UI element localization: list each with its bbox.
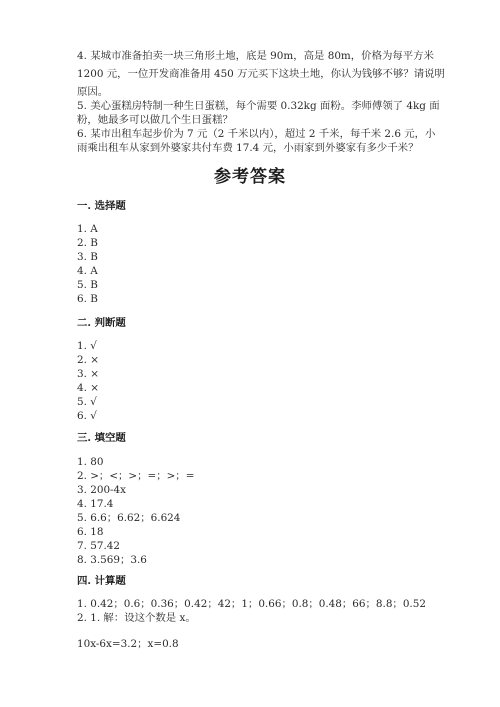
judge-answer: 5. √ <box>77 396 97 408</box>
fill-answer: 7. 57.42 <box>77 540 120 552</box>
judge-answer: 1. √ <box>77 340 97 352</box>
answer-title: 参考答案 <box>214 167 286 187</box>
problem-4-line-3: 原因。 <box>77 86 109 98</box>
problem-6-line-2: 雨乘出租车从家到外婆家共付车费 17.4 元，小雨家到外婆家有多少千米？ <box>77 142 419 154</box>
problem-4-line-1: 4. 某城市准备拍卖一块三角形土地，底是 90m，高是 80m，价格为每平方米 <box>77 50 434 62</box>
judge-answer: 2. × <box>77 354 99 366</box>
calc-answer: 2. 1. 解：设这个数是 x。 <box>77 612 196 624</box>
fill-answer: 3. 200-4x <box>77 484 127 496</box>
problem-4-line-2: 1200 元，一位开发商准备用 450 万元买下这块土地，你认为钱够不够？请说明 <box>77 68 445 80</box>
fill-answer: 5. 6.6；6.62；6.624 <box>77 512 181 524</box>
problem-5-line-2: 粉，她最多可以做几个生日蛋糕？ <box>77 114 233 126</box>
problem-6-line-1: 6. 某市出租车起步价为 7 元（2 千米以内），超过 2 千米，每千米 2.6 元，小 <box>77 128 436 140</box>
calc-answer: 1. 0.42；0.6；0.36；0.42；42；1；0.66；0.8；0.48；66；8.8；0.52 <box>77 598 426 610</box>
choice-answer: 6. B <box>77 293 98 305</box>
choice-answer: 4. A <box>77 265 98 277</box>
section-choice-heading: 一. 选择题 <box>77 200 126 212</box>
calc-equation: 10x-6x=3.2；x=0.8 <box>77 638 179 650</box>
fill-answer: 4. 17.4 <box>77 498 114 510</box>
judge-answer: 6. √ <box>77 410 97 422</box>
section-judge-heading: 二. 判断题 <box>77 317 126 329</box>
fill-answer: 8. 3.569；3.6 <box>77 554 147 566</box>
choice-answer: 1. A <box>77 223 98 235</box>
fill-answer: 2. >；<；>；=；>；= <box>77 470 195 482</box>
section-fill-heading: 三. 填空题 <box>77 432 126 444</box>
fill-answer: 1. 80 <box>77 456 104 468</box>
judge-answer: 4. × <box>77 382 99 394</box>
problem-5-line-1: 5. 美心蛋糕房特制一种生日蛋糕，每个需要 0.32kg 面粉。李师傅领了 4kg 面 <box>77 100 440 112</box>
choice-answer: 3. B <box>77 251 98 263</box>
choice-answer: 5. B <box>77 279 98 291</box>
choice-answer: 2. B <box>77 237 98 249</box>
section-calc-heading: 四. 计算题 <box>77 575 126 587</box>
judge-answer: 3. × <box>77 368 99 380</box>
fill-answer: 6. 18 <box>77 526 104 538</box>
